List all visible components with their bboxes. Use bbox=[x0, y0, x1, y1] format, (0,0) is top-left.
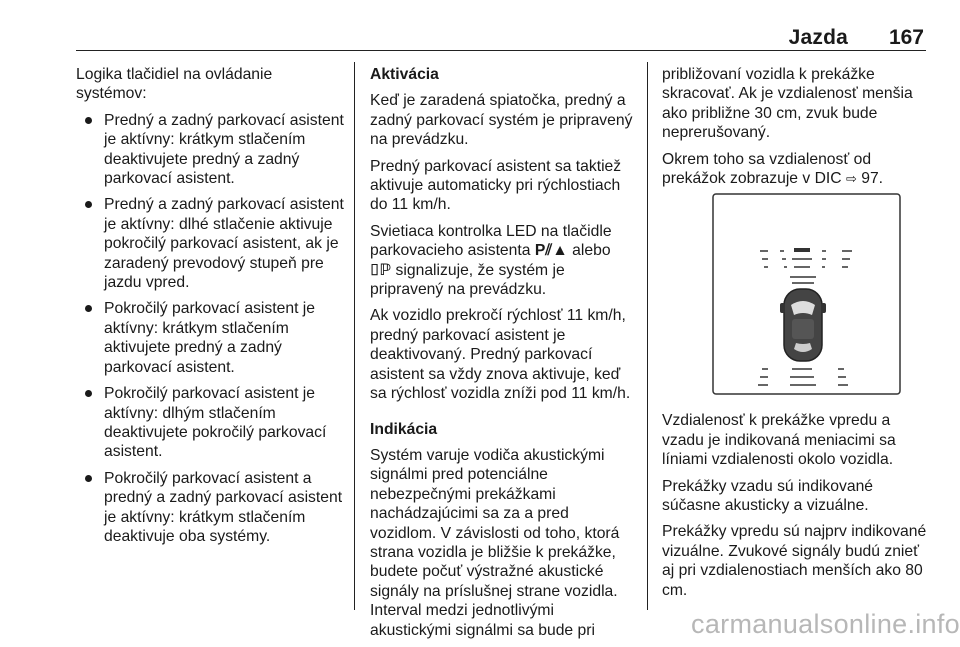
parking-distance-display-figure bbox=[712, 193, 901, 395]
column3-paragraph-4: Prekážky vzadu sú indikované súčasne akusticky a vizuálne. bbox=[662, 477, 874, 515]
page-header bbox=[0, 0, 960, 56]
column3-paragraph-1: približovaní vozidla k prekážke skracovať. Ak je vzdialenosť menšia ako približne 30 cm, zvuk bude neprerušovaný. bbox=[662, 66, 913, 142]
watermark: carmanualsonline.info bbox=[691, 609, 960, 639]
bullet-dot-icon bbox=[85, 475, 92, 482]
intro-text: Logika tlačidiel na ovládanie systémov: bbox=[76, 66, 273, 103]
indication-paragraph-1: Systém varuje vodiča akustickými signálmi pred potenciálne nebezpečnými prekážkami nachádzajúcimi sa za a pred vozidlom. V závislosti od toho, ktorá strana vozidla je bližšie k prekážke, budete počuť výstražné akustické signály na príslušnej strane vozidla. Interval medzi jednotlivými akustickými signálmi sa bude pri bbox=[370, 446, 620, 639]
button-logic-list bbox=[76, 111, 344, 547]
column-divider-1 bbox=[354, 62, 355, 610]
list-item: Pokročilý parkovací asistent je aktívny: krátkym stlačením aktivujete predný a zadný parkovací asistent. bbox=[76, 299, 344, 377]
parking-distance-display-svg bbox=[712, 193, 901, 395]
section-title: Jazda bbox=[788, 26, 848, 49]
bullet-dot-icon bbox=[85, 201, 92, 208]
front-obstacle-marker bbox=[794, 248, 810, 252]
bullet-dot-icon bbox=[85, 117, 92, 124]
page-reference[interactable]: 97. bbox=[856, 170, 884, 188]
indication-heading: Indikácia bbox=[370, 420, 438, 438]
list-item: Predný a zadný parkovací asistent je aktívny: krátkym stlačením deaktivujete predný a zadný parkovací asistent. bbox=[76, 111, 344, 189]
bullet-dot-icon bbox=[85, 390, 92, 397]
parking-assist-icon: P⫽▲ bbox=[534, 242, 568, 260]
page-reference-icon: ⇨ bbox=[845, 171, 857, 187]
activation-paragraph-2: Predný parkovací asistent sa taktiež aktivuje automaticky pri rýchlostiach do 11 km/h. bbox=[370, 157, 622, 214]
list-item: Predný a zadný parkovací asistent je aktívny: dlhé stlačenie aktivuje pokročilý parkovací asistent, ak je zaradený prevodový stupeň pre jazdu vpred. bbox=[76, 195, 344, 292]
column-2 bbox=[370, 65, 636, 647]
list-item: Pokročilý parkovací asistent je aktívny: dlhým stlačením deaktivujete pokročilý parkovací asistent. bbox=[76, 384, 344, 462]
page-number: 167 bbox=[888, 26, 924, 49]
bullet-dot-icon bbox=[85, 305, 92, 312]
activation-paragraph-4: Ak vozidlo prekročí rýchlosť 11 km/h, predný parkovací asistent je deaktivovaný. Predný parkovací asistent sa vždy znova aktivuje, keď sa rýchlosť vozidla zníži pod 11 km/h. bbox=[370, 307, 631, 403]
column3-paragraph-2: Okrem toho sa vzdialenosť od prekážok zobrazuje v DIC ⇨ 97. bbox=[662, 150, 884, 188]
activation-heading: Aktivácia bbox=[370, 66, 439, 83]
column3-paragraph-5: Prekážky vpredu sú najprv indikované vizuálne. Zvukové signály budú znieť aj pri vzdialenostiach menších ako 80 cm. bbox=[662, 523, 927, 599]
activation-paragraph-1: Keď je zaradená spiatočka, predný a zadný parkovací systém je pripravený na prevádzku. bbox=[370, 92, 633, 149]
list-item: Pokročilý parkovací asistent a predný a zadný parkovací asistent je aktívny: krátkym stlačením deaktivuje oba systémy. bbox=[76, 469, 344, 547]
advanced-parking-assist-icon: ⌷ℙ bbox=[370, 261, 392, 279]
header-rule bbox=[76, 50, 926, 51]
column-1 bbox=[76, 65, 344, 553]
car-icon bbox=[780, 289, 826, 361]
column-divider-2 bbox=[647, 62, 648, 610]
activation-paragraph-3: Svietiaca kontrolka LED na tlačidle parkovacieho asistenta P⫽▲ alebo ⌷ℙ signalizuje, že systém je pripravený na prevádzku. bbox=[370, 222, 612, 299]
column3-paragraph-3: Vzdialenosť k prekážke vpredu a vzadu je indikovaná meniacimi sa líniami vzdialenosti okolo vozidla. bbox=[662, 412, 896, 469]
